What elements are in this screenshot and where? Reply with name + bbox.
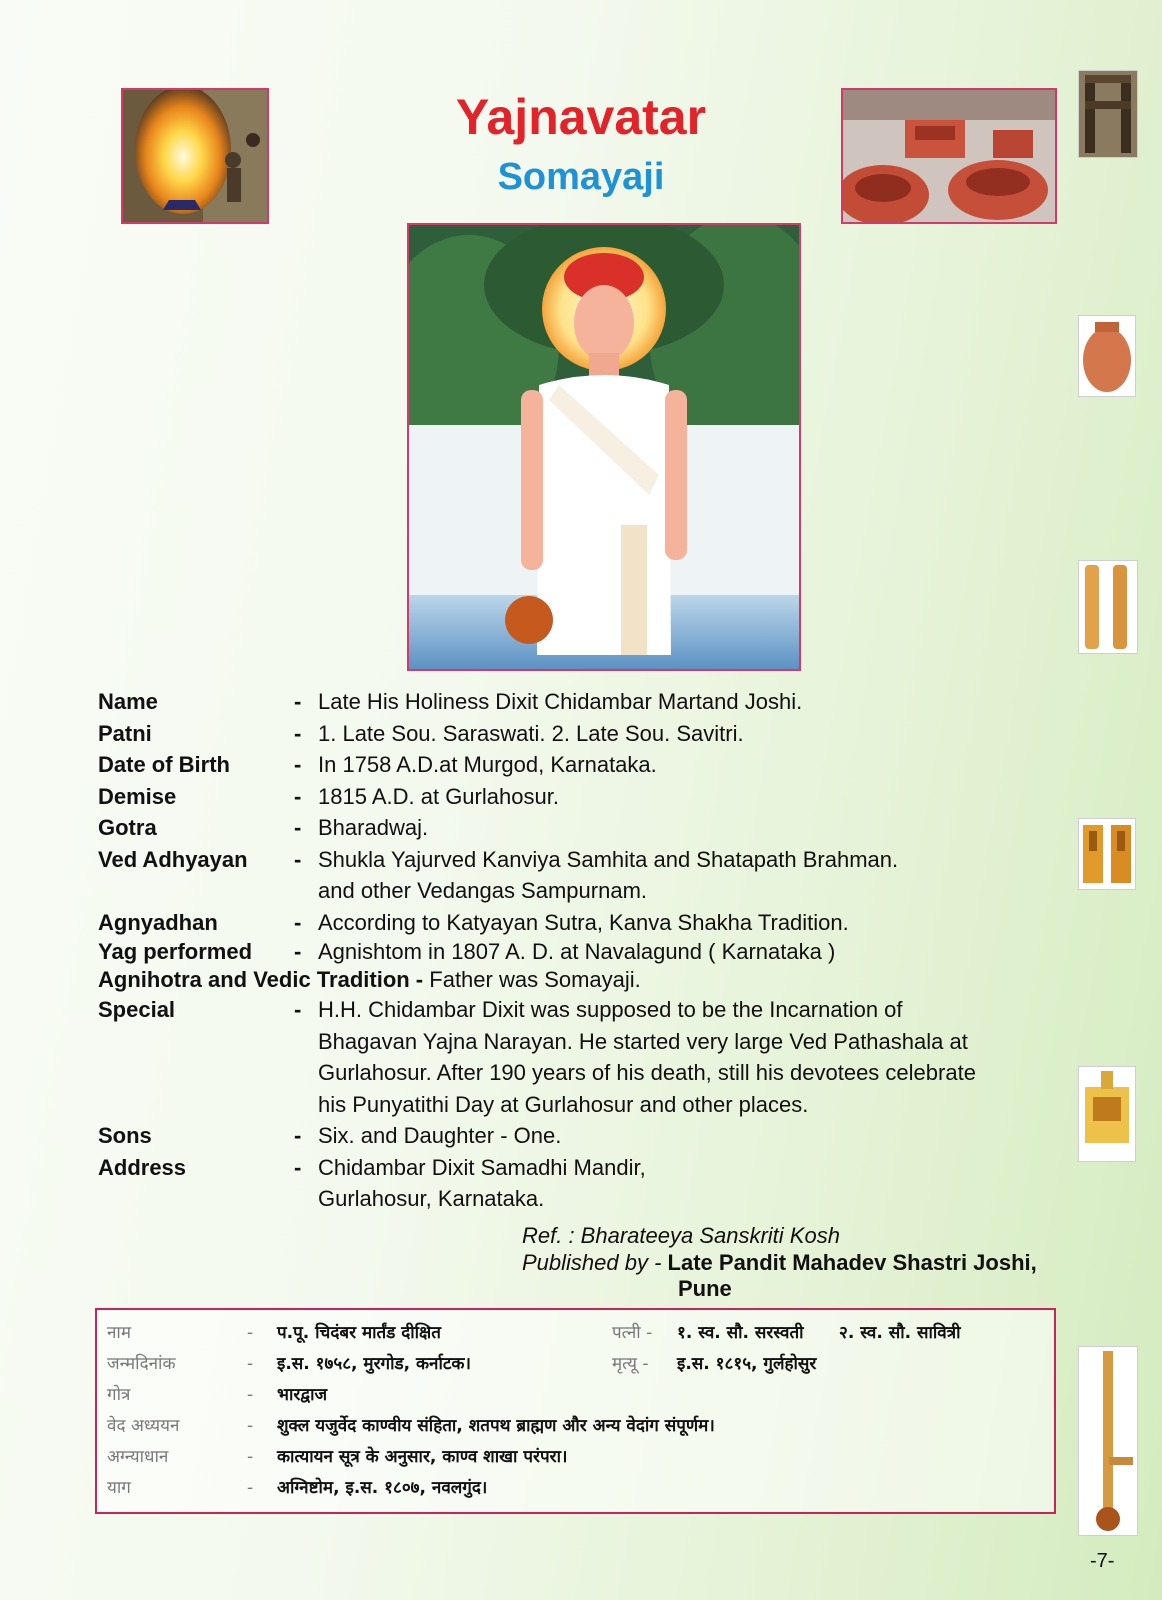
detail-dob: Date of Birth - In 1758 A.D.at Murgod, Karnataka. bbox=[98, 752, 657, 777]
detail-special: Special - H.H. Chidambar Dixit was supposed to be the Incarnation of Bhagavan Yajna Narayan. He started very large Ved Pathashala at Gurlahosur. After 190 years of his death, still his devotees celebrate his Punyatithi Day at Gurlahosur and other places. bbox=[98, 994, 1098, 1120]
detail-gotra: Gotra - Bharadwaj. bbox=[98, 815, 429, 840]
page-number: -7- bbox=[1090, 1550, 1115, 1572]
detail-yag: Yag performed - Agnishtom in 1807 A. D. at Navalagund ( Karnataka ) bbox=[98, 939, 836, 964]
detail-agnihotra: Agnihotra and Vedic Tradition - Father was Somayaji. bbox=[98, 967, 641, 992]
publisher-city: Pune bbox=[678, 1276, 732, 1301]
side-image-wooden-frame bbox=[1078, 70, 1138, 158]
hindi-mrityu-label: मृत्यू - bbox=[612, 1354, 649, 1374]
detail-address: Address - Chidambar Dixit Samadhi Mandir, bbox=[98, 1154, 646, 1180]
hindi-row-dob: जन्मदिनांक - इ.स. १७५८, मुरगोड, कर्नाटक। मृत्यू - इ.स. १८१५, गुर्लहोसुर bbox=[107, 1349, 1047, 1379]
special-line: Bhagavan Yajna Narayan. He started very large Ved Pathashala at bbox=[318, 1028, 968, 1054]
side-image-wooden-sticks bbox=[1078, 560, 1138, 654]
clay-altars-photo bbox=[841, 88, 1057, 224]
special-line: H.H. Chidambar Dixit was supposed to be the Incarnation of bbox=[318, 997, 903, 1022]
hindi-patni-value: १. स्व. सौ. सरस्वती २. स्व. सौ. सावित्री bbox=[677, 1323, 961, 1343]
special-line: his Punyatithi Day at Gurlahosur and other places. bbox=[318, 1091, 809, 1117]
detail-demise: Demise - 1815 A.D. at Gurlahosur. bbox=[98, 783, 559, 809]
hindi-mrityu-value: इ.स. १८१५, गुर्लहोसुर bbox=[677, 1354, 817, 1374]
page-subtitle: Somayaji bbox=[497, 156, 665, 198]
publisher-name: Late Pandit Mahadev Shastri Joshi, bbox=[667, 1250, 1037, 1275]
side-image-clay-pot bbox=[1078, 315, 1136, 397]
yajna-fire-photo bbox=[121, 88, 269, 224]
side-image-wooden-spoon bbox=[1078, 1346, 1138, 1536]
detail-address-cont: Gurlahosur, Karnataka. bbox=[318, 1186, 545, 1211]
portrait-image bbox=[407, 223, 801, 671]
detail-sons: Sons - Six. and Daughter - One. bbox=[98, 1123, 562, 1148]
detail-ved-adhyayan: Ved Adhyayan - Shukla Yajurved Kanviya Samhita and Shatapath Brahman. bbox=[98, 846, 899, 872]
hindi-details-box: नाम - प.पू. चिदंबर मार्तंड दीक्षित पत्नी - १. स्व. सौ. सरस्वती २. स्व. सौ. सावित्री जन्मदिनांक - इ.स. १७५८, मुरगोड, कर्नाटक। मृत्यू - इ.स. १८१५, गुर्लहोसुर गोत्र - भारद्वाज वेद अध्ययन - शुक्ल यजुर्वेद काण्वीय संहिता, शतपथ ब्राह्मण और अन्य वेदांग संपूर्णम। अग्न्याधान - कात्यायन सूत्र के अनुसार, काण्व शाखा परंपरा। याग - अग्निष्टोम, इ.स. १८०७, नवलगुंद। bbox=[95, 1308, 1056, 1514]
publisher-line: Published by - Late Pandit Mahadev Shastri Joshi, bbox=[522, 1250, 1037, 1275]
detail-ved-adhyayan-cont: and other Vedangas Sampurnam. bbox=[318, 878, 648, 903]
detail-agnyadhan: Agnyadhan - According to Katyayan Sutra, Kanva Shakha Tradition. bbox=[98, 909, 849, 935]
page-title: Yajnavatar bbox=[455, 89, 707, 145]
hindi-row-name: नाम - प.पू. चिदंबर मार्तंड दीक्षित पत्नी - १. स्व. सौ. सरस्वती २. स्व. सौ. सावित्री bbox=[107, 1318, 1047, 1348]
detail-name: Name - Late His Holiness Dixit Chidambar Martand Joshi. bbox=[98, 689, 803, 714]
reference-block bbox=[522, 1222, 1037, 1276]
biography-details bbox=[98, 686, 1098, 1215]
reference-source: Ref. : Bharateeya Sanskriti Kosh bbox=[522, 1223, 840, 1248]
hindi-patni-label: पत्नी - bbox=[612, 1323, 653, 1343]
detail-patni: Patni - 1. Late Sou. Saraswati. 2. Late Sou. Savitri. bbox=[98, 720, 744, 746]
special-line: Gurlahosur. After 190 years of his death, still his devotees celebrate bbox=[318, 1060, 976, 1085]
